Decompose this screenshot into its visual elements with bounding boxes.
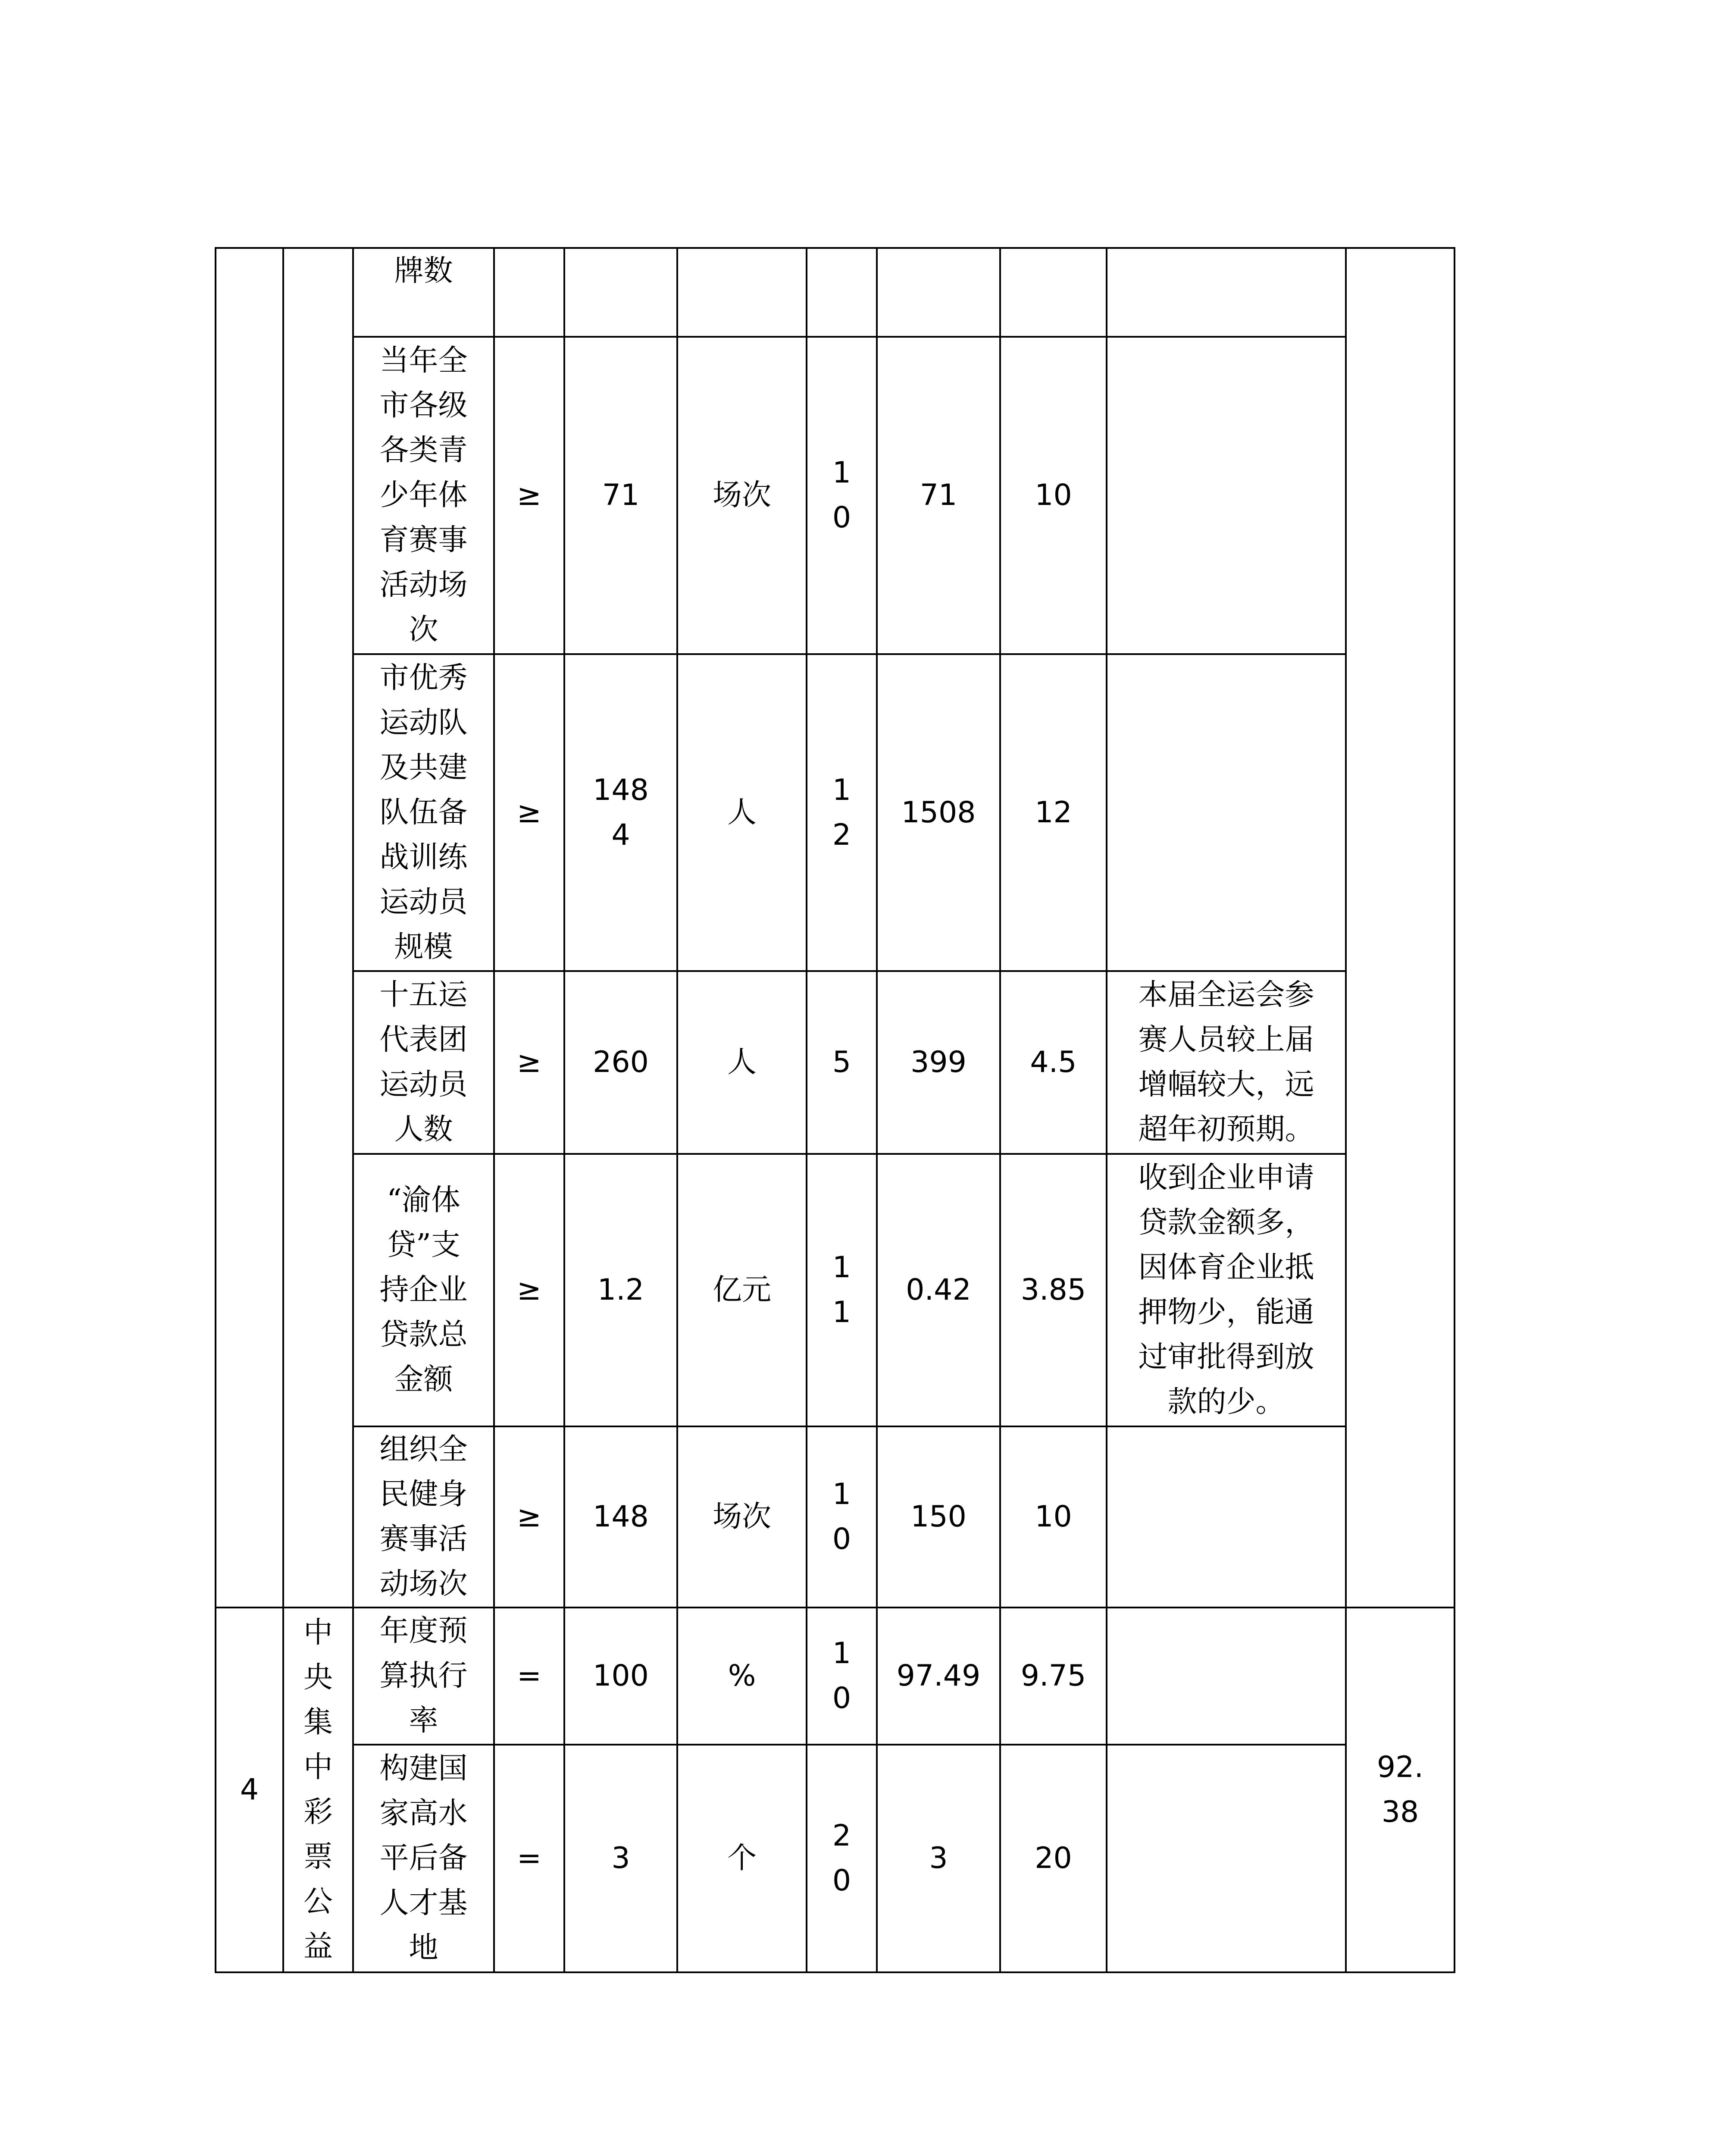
- unit-cell: %: [677, 1608, 807, 1745]
- score-cell: [1000, 248, 1107, 337]
- indicator-cell: 构建国家高水平后备人才基地: [353, 1745, 494, 1972]
- score-cell: 20: [1000, 1745, 1107, 1972]
- operator-cell: [494, 248, 564, 337]
- indicator-cell: 年度预算执行率: [353, 1608, 494, 1745]
- actual-cell: 3: [877, 1745, 1000, 1972]
- table-row: [216, 654, 1455, 971]
- seq-cell-continued: [216, 248, 283, 1608]
- unit-cell: 场次: [677, 337, 807, 654]
- table-row: [216, 1426, 1455, 1608]
- indicator-cell: 十五运代表团运动员人数: [353, 971, 494, 1154]
- weight-cell: 10: [807, 337, 877, 654]
- weight-cell: 20: [807, 1745, 877, 1972]
- score-cell: 3.85: [1000, 1154, 1107, 1426]
- table-row: [216, 1745, 1455, 1972]
- actual-cell: 71: [877, 337, 1000, 654]
- actual-cell: [877, 248, 1000, 337]
- operator-cell: ≥: [494, 971, 564, 1154]
- indicator-cell: 组织全民健身赛事活动场次: [353, 1426, 494, 1608]
- score-cell: 10: [1000, 337, 1107, 654]
- operator-cell: ≥: [494, 337, 564, 654]
- note-cell: 收到企业申请贷款金额多，因体育企业抵押物少，能通过审批得到放款的少。: [1107, 1154, 1346, 1426]
- note-cell: [1107, 1426, 1346, 1608]
- indicator-cell: 当年全市各级各类青少年体育赛事活动场次: [353, 337, 494, 654]
- target-cell: 1.2: [564, 1154, 677, 1426]
- score-cell: 10: [1000, 1426, 1107, 1608]
- table-row: [216, 971, 1455, 1154]
- score-cell: 9.75: [1000, 1608, 1107, 1745]
- table-row: [216, 1608, 1455, 1745]
- weight-cell: 5: [807, 971, 877, 1154]
- weight-cell: 12: [807, 654, 877, 971]
- indicator-cell: “渝体贷”支持企业贷款总金额: [353, 1154, 494, 1426]
- total-cell-continued: [1346, 248, 1455, 1608]
- unit-cell: [677, 248, 807, 337]
- table-row: [216, 337, 1455, 654]
- note-cell: [1107, 248, 1346, 337]
- weight-cell: 10: [807, 1608, 877, 1745]
- target-cell: 100: [564, 1608, 677, 1745]
- target-cell: 148: [564, 1426, 677, 1608]
- seq-cell: 4: [216, 1608, 283, 1972]
- operator-cell: ≥: [494, 1426, 564, 1608]
- actual-cell: 0.42: [877, 1154, 1000, 1426]
- actual-cell: 399: [877, 971, 1000, 1154]
- note-cell: [1107, 1608, 1346, 1745]
- note-cell: [1107, 337, 1346, 654]
- note-cell: [1107, 654, 1346, 971]
- operator-cell: =: [494, 1608, 564, 1745]
- actual-cell: 97.49: [877, 1608, 1000, 1745]
- total-score-cell: 92.38: [1346, 1608, 1455, 1972]
- note-cell: [1107, 1745, 1346, 1972]
- indicator-cell: 市优秀运动队及共建队伍备战训练运动员规模: [353, 654, 494, 971]
- target-cell: 1484: [564, 654, 677, 971]
- table-row: [216, 1154, 1455, 1426]
- unit-cell: 人: [677, 654, 807, 971]
- weight-cell: [807, 248, 877, 337]
- target-cell: [564, 248, 677, 337]
- note-cell: 本届全运会参赛人员较上届增幅较大，远超年初预期。: [1107, 971, 1346, 1154]
- operator-cell: ≥: [494, 1154, 564, 1426]
- unit-cell: 场次: [677, 1426, 807, 1608]
- actual-cell: 1508: [877, 654, 1000, 971]
- weight-cell: 10: [807, 1426, 877, 1608]
- operator-cell: ≥: [494, 654, 564, 971]
- unit-cell: 人: [677, 971, 807, 1154]
- indicator-cell: 牌数: [353, 248, 494, 337]
- target-cell: 3: [564, 1745, 677, 1972]
- project-cell-continued: [283, 248, 353, 1608]
- target-cell: 71: [564, 337, 677, 654]
- unit-cell: 亿元: [677, 1154, 807, 1426]
- project-name-cell: 中央集中彩票公益: [283, 1608, 353, 1972]
- operator-cell: =: [494, 1745, 564, 1972]
- performance-table: [215, 247, 1455, 1973]
- unit-cell: 个: [677, 1745, 807, 1972]
- actual-cell: 150: [877, 1426, 1000, 1608]
- weight-cell: 11: [807, 1154, 877, 1426]
- table-row: [216, 248, 1455, 337]
- score-cell: 12: [1000, 654, 1107, 971]
- target-cell: 260: [564, 971, 677, 1154]
- score-cell: 4.5: [1000, 971, 1107, 1154]
